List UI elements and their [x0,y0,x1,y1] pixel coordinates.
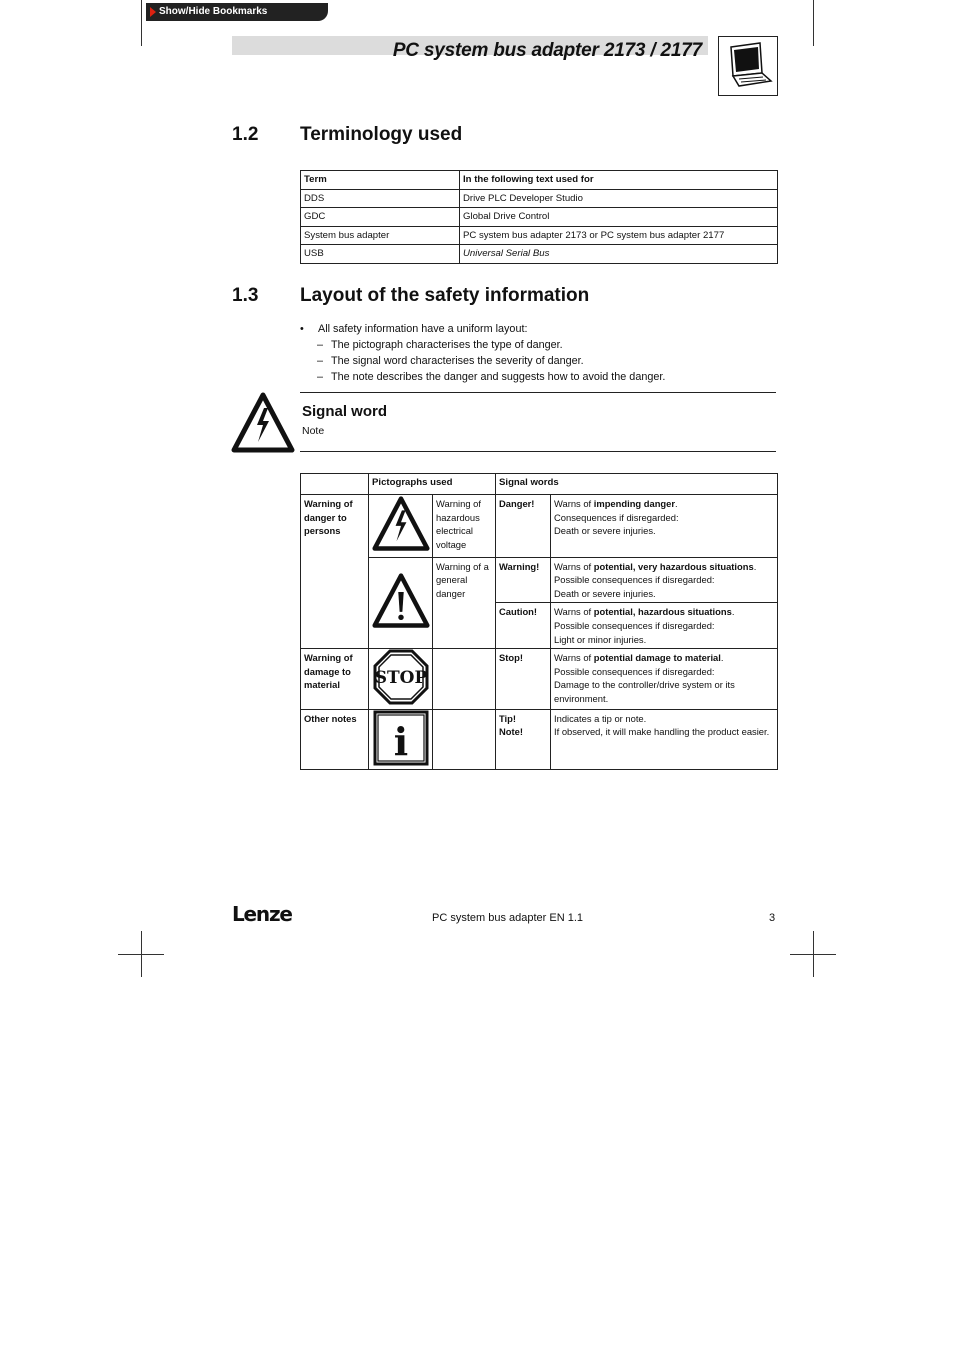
section-number: 1.2 [232,124,259,145]
section-number: 1.3 [232,285,259,306]
pictograph-label [433,649,496,710]
crop-mark [118,954,164,955]
footer-document-id: PC system bus adapter EN 1.1 [432,912,584,924]
signal-word: Danger! [496,495,551,558]
table-header: Term [301,171,460,190]
table-cell [301,474,369,495]
electrical-hazard-icon [369,495,433,558]
show-hide-bookmarks-button[interactable] [146,3,328,21]
category-cell: Warning of damage to material [301,649,369,710]
signal-description: Indicates a tip or note. If observed, it will make handling the product easier. [551,709,778,770]
category-cell: Warning of danger to persons [301,495,369,649]
terminology-table [300,170,778,264]
dash-item: – The pictograph characterises the type of danger. [300,337,665,353]
divider [300,392,776,393]
crop-mark [790,954,836,955]
section-heading: Terminology used [300,124,463,145]
signal-word-note: Note [302,425,325,437]
general-danger-icon [369,557,433,649]
signal-description: Warns of potential, very hazardous situations. Possible consequences if disregarded: Death or severe injuries. [551,557,778,603]
table-header-row [301,171,778,190]
table-row [301,245,778,264]
table-row [301,557,778,603]
table-cell: PC system bus adapter 2173 or PC system bus adapter 2177 [460,226,778,245]
table-row [301,208,778,227]
lenze-logo: Lenze [232,902,292,926]
crop-mark [141,0,142,46]
table-header: Pictographs used [369,474,496,495]
signal-description: Warns of impending danger. Consequences if disregarded: Death or severe injuries. [551,495,778,558]
safety-pictograph-table [300,473,778,770]
table-cell: Global Drive Control [460,208,778,227]
table-cell: DDS [301,189,460,208]
electrical-hazard-icon [231,392,295,459]
divider [300,451,776,452]
table-header: Signal words [496,474,778,495]
table-header-row [301,474,778,495]
crop-mark [813,0,814,46]
table-header: In the following text used for [460,171,778,190]
pictograph-label [433,709,496,770]
table-cell: Drive PLC Developer Studio [460,189,778,208]
bookmarks-label: Show/Hide Bookmarks [159,6,268,17]
signal-description: Warns of potential damage to material. Possible consequences if disregarded: Damage to the controller/drive system or its environment. [551,649,778,710]
section-heading: Layout of the safety information [300,285,590,306]
table-cell: GDC [301,208,460,227]
table-row [301,709,778,770]
signal-word: Caution! [496,603,551,649]
signal-word: Warning! [496,557,551,603]
signal-description: Warns of potential, hazardous situations. Possible consequences if disregarded: Light or minor injuries. [551,603,778,649]
table-cell: USB [301,245,460,264]
dash-item: – The note describes the danger and suggests how to avoid the danger. [300,369,665,385]
info-icon [369,709,433,770]
signal-word: Tip! Note! [496,709,551,770]
bullet-item: • All safety information have a uniform layout: [300,321,665,337]
page-number: 3 [769,912,776,924]
bullet-list [300,321,665,385]
table-row [301,649,778,710]
dash-item: – The signal word characterises the severity of danger. [300,353,665,369]
signal-word: Stop! [496,649,551,710]
table-row [301,226,778,245]
laptop-icon [718,36,778,96]
table-row [301,189,778,208]
svg-text:STOP: STOP [374,668,427,689]
category-cell: Other notes [301,709,369,770]
svg-text:i: i [393,718,408,764]
stop-sign-icon [369,649,433,710]
pictograph-label: Warning of hazardous electrical voltage [433,495,496,558]
page-title: PC system bus adapter 2173 / 2177 [392,40,702,61]
signal-word-heading: Signal word [302,403,388,420]
table-cell: System bus adapter [301,226,460,245]
pictograph-label: Warning of a general danger [433,557,496,649]
play-arrow-icon [150,7,156,17]
table-row [301,495,778,558]
table-cell: Universal Serial Bus [460,245,778,264]
